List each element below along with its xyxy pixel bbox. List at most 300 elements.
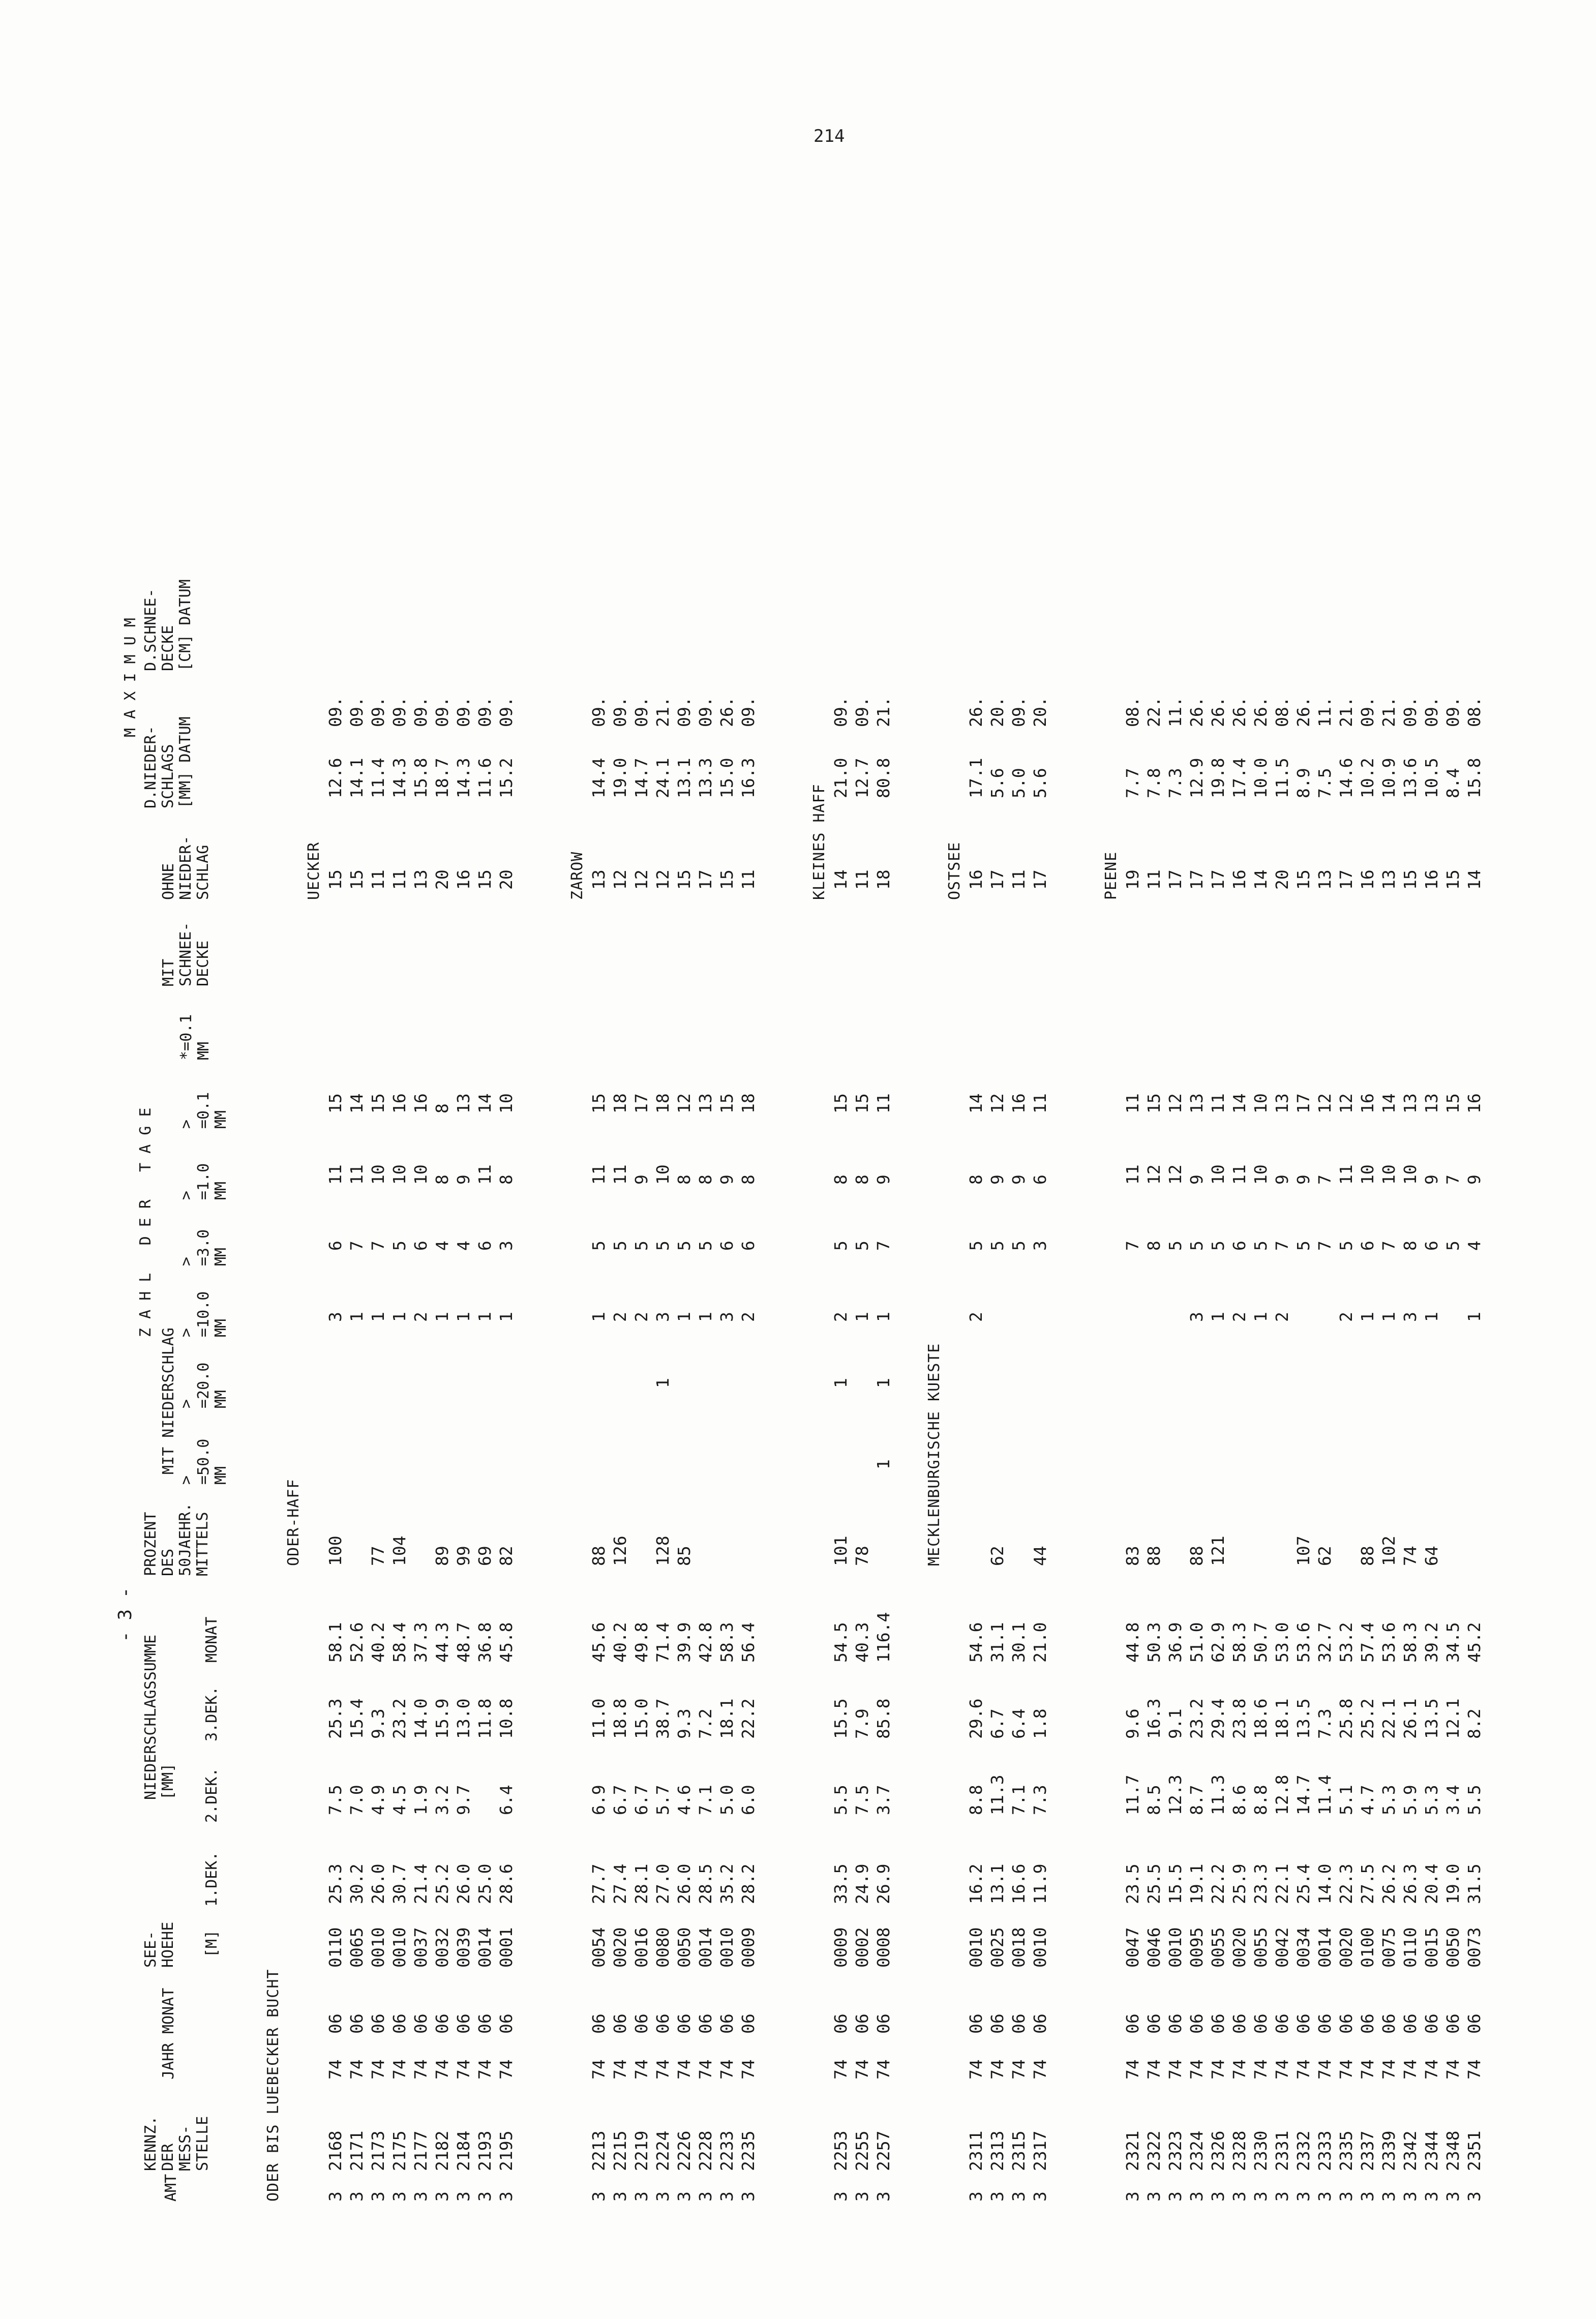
cell-amt: 3	[589, 2191, 609, 2202]
cell-monat: 06	[1030, 2013, 1050, 2034]
cell-t1: 9	[1272, 1174, 1292, 1185]
cell-t3: 7	[1315, 1241, 1335, 1251]
page-number: 214	[814, 126, 845, 146]
cell-amt: 3	[1251, 2191, 1271, 2202]
cell-dek2: 5.7	[653, 1785, 673, 1815]
cell-t01: 12	[1315, 1093, 1335, 1113]
cell-t3: 6	[738, 1241, 758, 1251]
cell-dek2: 9.7	[454, 1785, 473, 1815]
cell-seehoehe: 0073	[1464, 1927, 1484, 1968]
cell-max-nied-datum: 09.	[389, 697, 409, 727]
cell-ohne: 18	[874, 869, 893, 890]
cell-jahr: 74	[368, 2059, 388, 2080]
cell-jahr: 74	[874, 2059, 893, 2080]
cell-t1: 8	[496, 1174, 516, 1185]
cell-kennz: 2322	[1144, 2130, 1164, 2171]
cell-monat: 06	[831, 2013, 851, 2034]
cell-ohne: 15	[717, 869, 737, 890]
cell-t01: 13	[1187, 1093, 1207, 1113]
cell-amt: 3	[610, 2191, 630, 2202]
cell-dek1: 26.0	[368, 1863, 388, 1904]
cell-seehoehe: 0037	[411, 1927, 431, 1968]
cell-max-nied-datum: 21.	[1379, 697, 1399, 727]
subregion-title: ODER-HAFF	[285, 1479, 303, 1566]
cell-prozent: 88	[1358, 1546, 1377, 1566]
cell-kennz: 2328	[1229, 2130, 1249, 2171]
cell-jahr: 74	[1293, 2059, 1313, 2080]
cell-t3: 4	[454, 1241, 473, 1251]
cell-dek1: 25.0	[475, 1863, 495, 1904]
cell-t10: 1	[1251, 1312, 1271, 1322]
cell-dek1: 14.0	[1315, 1863, 1335, 1904]
cell-monat: 06	[1123, 2013, 1142, 2034]
cell-max-nied: 17.4	[1229, 758, 1249, 798]
table-row	[1293, 193, 1315, 2202]
cell-dek3: 7.3	[1315, 1708, 1335, 1739]
cell-monat-sum: 57.4	[1358, 1622, 1377, 1663]
cell-kennz: 2219	[631, 2130, 651, 2171]
cell-jahr: 74	[852, 2059, 872, 2080]
cell-amt: 3	[1293, 2191, 1313, 2202]
cell-monat-sum: 48.7	[454, 1622, 473, 1663]
cell-max-nied: 7.7	[1123, 768, 1142, 798]
cell-t10: 2	[831, 1312, 851, 1322]
cell-monat: 06	[1229, 2013, 1249, 2034]
cell-t3: 5	[852, 1241, 872, 1251]
cell-seehoehe: 0002	[852, 1927, 872, 1968]
cell-t1: 7	[1443, 1174, 1463, 1185]
cell-dek1: 22.3	[1336, 1863, 1356, 1904]
cell-prozent: 107	[1293, 1535, 1313, 1566]
cell-kennz: 2315	[1009, 2130, 1029, 2171]
cell-jahr: 74	[1422, 2059, 1441, 2080]
cell-t01: 10	[1251, 1093, 1271, 1113]
cell-monat-sum: 30.1	[1009, 1622, 1029, 1663]
cell-prozent: 62	[987, 1546, 1007, 1566]
cell-ohne: 16	[1358, 869, 1377, 890]
cell-monat: 06	[674, 2013, 694, 2034]
cell-ohne: 14	[1251, 869, 1271, 890]
cell-t01: 16	[1009, 1093, 1029, 1113]
cell-max-nied: 13.6	[1400, 758, 1420, 798]
cell-kennz: 2171	[347, 2130, 367, 2171]
cell-max-nied-datum: 08.	[1123, 697, 1142, 727]
cell-t3: 5	[1293, 1241, 1313, 1251]
cell-dek2: 5.5	[1464, 1785, 1484, 1815]
cell-max-nied-datum: 08.	[1464, 697, 1484, 727]
header-amt: AMT	[162, 2174, 180, 2202]
cell-dek2: 8.8	[1251, 1785, 1271, 1815]
cell-dek3: 29.4	[1208, 1698, 1228, 1739]
cell-amt: 3	[1208, 2191, 1228, 2202]
cell-prozent: 74	[1400, 1546, 1420, 1566]
cell-t3: 6	[411, 1241, 431, 1251]
cell-monat-sum: 42.8	[696, 1622, 715, 1663]
cell-amt: 3	[368, 2191, 388, 2202]
cell-max-nied: 11.5	[1272, 758, 1292, 798]
cell-jahr: 74	[1229, 2059, 1249, 2080]
cell-dek1: 22.1	[1272, 1863, 1292, 1904]
cell-dek3: 6.4	[1009, 1708, 1029, 1739]
cell-t01: 13	[1272, 1093, 1292, 1113]
cell-monat: 06	[389, 2013, 409, 2034]
cell-dek2: 6.7	[610, 1785, 630, 1815]
cell-t3: 6	[1358, 1241, 1377, 1251]
table-row	[496, 193, 518, 2202]
cell-max-nied: 11.6	[475, 758, 495, 798]
cell-amt: 3	[1443, 2191, 1463, 2202]
cell-kennz: 2193	[475, 2130, 495, 2171]
cell-prozent: 82	[496, 1546, 516, 1566]
cell-seehoehe: 0010	[368, 1927, 388, 1968]
cell-t10: 2	[610, 1312, 630, 1322]
cell-jahr: 74	[966, 2059, 986, 2080]
cell-jahr: 74	[1315, 2059, 1335, 2080]
cell-prozent: 69	[475, 1546, 495, 1566]
cell-max-nied: 13.1	[674, 758, 694, 798]
cell-max-nied: 5.6	[987, 768, 1007, 798]
cell-jahr: 74	[674, 2059, 694, 2080]
cell-max-nied: 21.0	[831, 758, 851, 798]
subregion-title: MECKLENBURGISCHE KUESTE	[925, 1343, 943, 1566]
cell-t1: 9	[454, 1174, 473, 1185]
cell-monat-sum: 53.2	[1336, 1622, 1356, 1663]
cell-kennz: 2313	[987, 2130, 1007, 2171]
cell-monat: 06	[496, 2013, 516, 2034]
header-dek3: 3.DEK.	[203, 1686, 221, 1741]
cell-dek2: 3.7	[874, 1785, 893, 1815]
cell-max-nied-datum: 20.	[1030, 697, 1050, 727]
cell-t10: 3	[653, 1312, 673, 1322]
cell-amt: 3	[496, 2191, 516, 2202]
cell-amt: 3	[475, 2191, 495, 2202]
cell-jahr: 74	[1123, 2059, 1142, 2080]
cell-seehoehe: 0015	[1422, 1927, 1441, 1968]
table-row	[1336, 193, 1358, 2202]
cell-dek2: 4.6	[674, 1785, 694, 1815]
cell-max-nied-datum: 22.	[1144, 697, 1164, 727]
cell-monat: 06	[475, 2013, 495, 2034]
cell-dek1: 35.2	[717, 1863, 737, 1904]
cell-dek3: 25.8	[1336, 1698, 1356, 1739]
cell-monat-sum: 53.6	[1379, 1622, 1399, 1663]
cell-t3: 6	[325, 1241, 345, 1251]
cell-t01: 17	[1293, 1093, 1313, 1113]
cell-seehoehe: 0010	[389, 1927, 409, 1968]
cell-dek1: 21.4	[411, 1863, 431, 1904]
cell-max-nied: 12.6	[325, 758, 345, 798]
cell-t01: 15	[1443, 1093, 1463, 1113]
cell-t1: 10	[1358, 1164, 1377, 1185]
cell-max-nied: 13.3	[696, 758, 715, 798]
cell-kennz: 2331	[1272, 2130, 1292, 2171]
cell-jahr: 74	[496, 2059, 516, 2080]
cell-monat: 06	[432, 2013, 452, 2034]
cell-seehoehe: 0055	[1251, 1927, 1271, 1968]
cell-max-nied-datum: 21.	[874, 697, 893, 727]
cell-seehoehe: 0110	[325, 1927, 345, 1968]
header-t1: > =1.0 MM	[177, 1163, 230, 1200]
table-row	[1400, 193, 1422, 2202]
cell-dek2: 8.7	[1187, 1785, 1207, 1815]
cell-seehoehe: 0010	[717, 1927, 737, 1968]
cell-amt: 3	[1272, 2191, 1292, 2202]
cell-t3: 5	[831, 1241, 851, 1251]
cell-prozent: 126	[610, 1535, 630, 1566]
cell-dek2: 5.5	[831, 1785, 851, 1815]
cell-t01: 12	[1336, 1093, 1356, 1113]
cell-ohne: 16	[1229, 869, 1249, 890]
cell-ohne: 15	[475, 869, 495, 890]
rotated-table	[112, 193, 1484, 2202]
cell-dek3: 18.1	[1272, 1698, 1292, 1739]
cell-kennz: 2323	[1165, 2130, 1185, 2171]
cell-jahr: 74	[696, 2059, 715, 2080]
cell-prozent: 88	[1187, 1546, 1207, 1566]
cell-seehoehe: 0075	[1379, 1927, 1399, 1968]
header-t10: > =10.0 MM	[177, 1291, 230, 1337]
cell-seehoehe: 0008	[874, 1927, 893, 1968]
cell-amt: 3	[696, 2191, 715, 2202]
cell-jahr: 74	[1443, 2059, 1463, 2080]
table-row	[589, 193, 610, 2202]
cell-dek3: 13.0	[454, 1698, 473, 1739]
cell-amt: 3	[1030, 2191, 1050, 2202]
cell-dek2: 11.3	[1208, 1774, 1228, 1815]
table-row	[966, 193, 987, 2202]
cell-max-nied: 18.7	[432, 758, 452, 798]
cell-dek2: 7.0	[347, 1785, 367, 1815]
cell-monat-sum: 58.3	[717, 1622, 737, 1663]
cell-dek2: 7.5	[852, 1785, 872, 1815]
cell-t10: 3	[717, 1312, 737, 1322]
cell-dek2: 8.8	[966, 1785, 986, 1815]
header-monat: MONAT	[160, 1987, 177, 2034]
header-kennz: KENNZ. DER MESS- STELLE	[142, 2116, 212, 2171]
cell-dek3: 23.8	[1229, 1698, 1249, 1739]
cell-t20: 1	[831, 1378, 851, 1388]
cell-seehoehe: 0050	[1443, 1927, 1463, 1968]
cell-dek1: 22.2	[1208, 1863, 1228, 1904]
cell-ohne: 20	[496, 869, 516, 890]
cell-max-nied: 14.3	[389, 758, 409, 798]
cell-t3: 7	[368, 1241, 388, 1251]
cell-max-nied-datum: 09.	[610, 697, 630, 727]
table-row	[738, 193, 760, 2202]
cell-t3: 7	[1123, 1241, 1142, 1251]
cell-t01: 15	[1144, 1093, 1164, 1113]
table-row	[368, 193, 389, 2202]
cell-t01: 14	[1229, 1093, 1249, 1113]
cell-ohne: 17	[696, 869, 715, 890]
cell-kennz: 2333	[1315, 2130, 1335, 2171]
cell-dek1: 28.2	[738, 1863, 758, 1904]
cell-monat: 06	[966, 2013, 986, 2034]
cell-max-nied: 8.4	[1443, 768, 1463, 798]
cell-ohne: 12	[653, 869, 673, 890]
cell-t1: 8	[432, 1174, 452, 1185]
cell-seehoehe: 0001	[496, 1927, 516, 1968]
cell-max-nied: 10.5	[1422, 758, 1441, 798]
cell-t01: 15	[831, 1093, 851, 1113]
cell-dek2: 14.7	[1293, 1774, 1313, 1815]
cell-monat: 06	[368, 2013, 388, 2034]
cell-jahr: 74	[1251, 2059, 1271, 2080]
cell-monat-sum: 58.1	[325, 1622, 345, 1663]
cell-t1: 10	[411, 1164, 431, 1185]
cell-seehoehe: 0016	[631, 1927, 651, 1968]
cell-t10: 2	[411, 1312, 431, 1322]
cell-t01: 18	[653, 1093, 673, 1113]
cell-max-nied-datum: 09.	[1358, 697, 1377, 727]
cell-amt: 3	[874, 2191, 893, 2202]
cell-dek2: 6.4	[496, 1785, 516, 1815]
cell-jahr: 74	[1272, 2059, 1292, 2080]
cell-dek1: 19.1	[1187, 1863, 1207, 1904]
cell-t3: 5	[987, 1241, 1007, 1251]
cell-dek2: 1.9	[411, 1785, 431, 1815]
cell-kennz: 2351	[1464, 2130, 1484, 2171]
cell-t01: 16	[1464, 1093, 1484, 1113]
cell-kennz: 2215	[610, 2130, 630, 2171]
cell-monat-sum: 51.0	[1187, 1622, 1207, 1663]
cell-amt: 3	[717, 2191, 737, 2202]
cell-monat-sum: 58.3	[1229, 1622, 1249, 1663]
cell-monat-sum: 37.3	[411, 1622, 431, 1663]
cell-amt: 3	[1379, 2191, 1399, 2202]
cell-max-nied-datum: 09.	[432, 697, 452, 727]
cell-t3: 7	[347, 1241, 367, 1251]
cell-t3: 4	[1464, 1241, 1484, 1251]
cell-dek1: 25.4	[1293, 1863, 1313, 1904]
cell-kennz: 2311	[966, 2130, 986, 2171]
cell-dek1: 23.5	[1123, 1863, 1142, 1904]
cell-max-nied-datum: 09.	[674, 697, 694, 727]
cell-ohne: 12	[610, 869, 630, 890]
cell-dek2: 8.6	[1229, 1785, 1249, 1815]
cell-monat-sum: 45.2	[1464, 1622, 1484, 1663]
cell-monat-sum: 52.6	[347, 1622, 367, 1663]
cell-monat-sum: 21.0	[1030, 1622, 1050, 1663]
header-mit-niederschlag: MIT NIEDERSCHLAG	[160, 1328, 177, 1474]
cell-kennz: 2195	[496, 2130, 516, 2171]
cell-t10: 1	[496, 1312, 516, 1322]
cell-ohne: 15	[1293, 869, 1313, 890]
cell-monat: 06	[1379, 2013, 1399, 2034]
table-row	[1422, 193, 1443, 2202]
river-basin-title: KLEINES HAFF	[810, 784, 828, 900]
cell-dek2: 3.4	[1443, 1785, 1463, 1815]
cell-t1: 11	[1123, 1164, 1142, 1185]
cell-t1: 8	[852, 1174, 872, 1185]
cell-monat-sum: 44.8	[1123, 1622, 1142, 1663]
cell-dek2: 4.9	[368, 1785, 388, 1815]
cell-monat-sum: 58.3	[1400, 1622, 1420, 1663]
cell-ohne: 11	[389, 869, 409, 890]
cell-ohne: 15	[1443, 869, 1463, 890]
cell-max-nied: 12.7	[852, 758, 872, 798]
table-row	[1123, 193, 1144, 2202]
cell-t1: 9	[717, 1174, 737, 1185]
cell-seehoehe: 0009	[831, 1927, 851, 1968]
cell-t10: 3	[1400, 1312, 1420, 1322]
cell-monat-sum: 36.9	[1165, 1622, 1185, 1663]
cell-seehoehe: 0010	[1165, 1927, 1185, 1968]
cell-max-nied-datum: 09.	[1443, 697, 1463, 727]
cell-t1: 9	[631, 1174, 651, 1185]
cell-t10: 3	[1187, 1312, 1207, 1322]
cell-t01: 13	[696, 1093, 715, 1113]
cell-jahr: 74	[1187, 2059, 1207, 2080]
table-row	[631, 193, 653, 2202]
cell-dek3: 23.2	[389, 1698, 409, 1739]
cell-max-nied-datum: 20.	[987, 697, 1007, 727]
cell-kennz: 2342	[1400, 2130, 1420, 2171]
header-ohne: OHNE NIEDER- SCHLAG	[160, 835, 212, 900]
cell-monat: 06	[1144, 2013, 1164, 2034]
cell-t3: 7	[874, 1241, 893, 1251]
cell-t10: 1	[454, 1312, 473, 1322]
cell-dek1: 19.0	[1443, 1863, 1463, 1904]
cell-dek3: 9.6	[1123, 1708, 1142, 1739]
header-zahl-der-tage: Z A H L D E R T A G E	[137, 1107, 155, 1337]
cell-max-nied: 12.9	[1187, 758, 1207, 798]
table-row	[1251, 193, 1272, 2202]
cell-jahr: 74	[347, 2059, 367, 2080]
cell-t01: 15	[717, 1093, 737, 1113]
cell-max-nied: 19.0	[610, 758, 630, 798]
cell-t1: 7	[1315, 1174, 1335, 1185]
cell-monat: 06	[1187, 2013, 1207, 2034]
cell-monat: 06	[1358, 2013, 1377, 2034]
cell-ohne: 13	[411, 869, 431, 890]
cell-dek1: 15.5	[1165, 1863, 1185, 1904]
cell-seehoehe: 0095	[1187, 1927, 1207, 1968]
cell-ohne: 17	[1187, 869, 1207, 890]
cell-prozent: 77	[368, 1546, 388, 1566]
cell-max-nied-datum: 09.	[368, 697, 388, 727]
cell-dek3: 23.2	[1187, 1698, 1207, 1739]
cell-dek1: 27.7	[589, 1863, 609, 1904]
cell-t10: 1	[347, 1312, 367, 1322]
table-row	[325, 193, 347, 2202]
table-row	[1315, 193, 1336, 2202]
cell-dek3: 22.2	[738, 1698, 758, 1739]
cell-monat-sum: 53.0	[1272, 1622, 1292, 1663]
table-row	[831, 193, 852, 2202]
cell-kennz: 2168	[325, 2130, 345, 2171]
cell-monat: 06	[631, 2013, 651, 2034]
cell-amt: 3	[411, 2191, 431, 2202]
cell-dek3: 8.2	[1464, 1708, 1484, 1739]
cell-jahr: 74	[325, 2059, 345, 2080]
cell-dek1: 11.9	[1030, 1863, 1050, 1904]
cell-t10: 1	[389, 1312, 409, 1322]
cell-max-nied: 15.8	[411, 758, 431, 798]
cell-max-nied-datum: 26.	[1187, 697, 1207, 727]
cell-dek2: 5.9	[1400, 1785, 1420, 1815]
cell-monat: 06	[1293, 2013, 1313, 2034]
cell-monat-sum: 56.4	[738, 1622, 758, 1663]
cell-dek2: 12.8	[1272, 1774, 1292, 1815]
cell-t20: 1	[874, 1378, 893, 1388]
cell-t10: 1	[368, 1312, 388, 1322]
cell-max-nied: 14.1	[347, 758, 367, 798]
cell-kennz: 2317	[1030, 2130, 1050, 2171]
cell-monat-sum: 58.4	[389, 1622, 409, 1663]
table-row	[1358, 193, 1379, 2202]
cell-monat-sum: 32.7	[1315, 1622, 1335, 1663]
